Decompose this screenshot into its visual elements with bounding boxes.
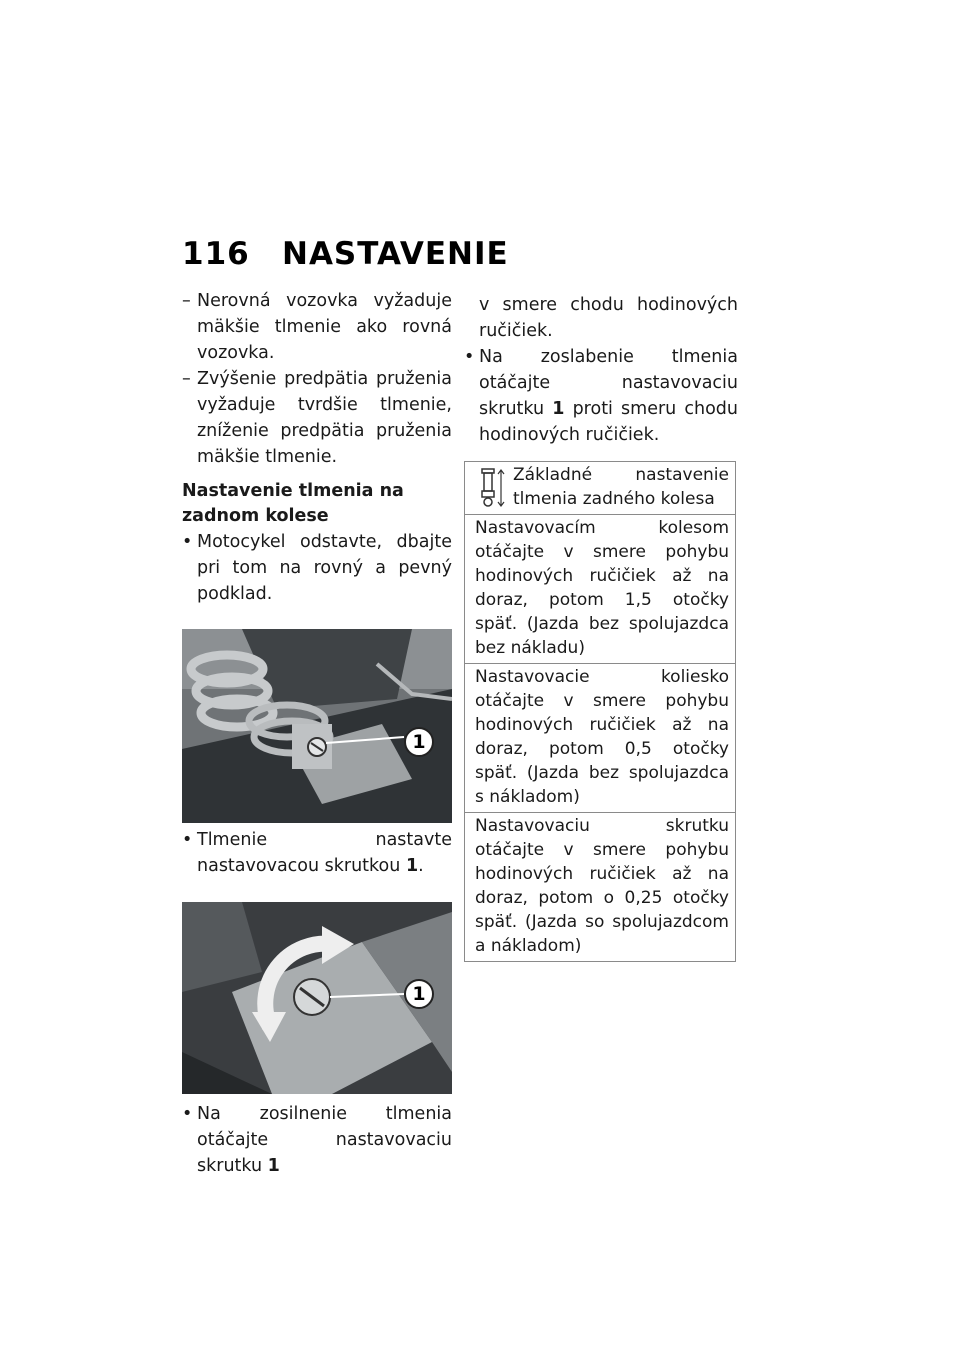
left-column: [182, 288, 452, 1179]
table-row: [465, 664, 736, 813]
right-column: [464, 292, 738, 962]
bullet-marker: •: [182, 1104, 193, 1124]
bullet-item: [464, 344, 738, 448]
spec-table-header: [465, 462, 736, 515]
bullet-item: [182, 1101, 452, 1179]
bullet-reference: 1: [405, 856, 419, 876]
rear-shock-photo: [182, 629, 452, 823]
bullet-text-end: .: [418, 856, 424, 876]
list-item: [182, 366, 452, 470]
dash-marker: –: [182, 291, 191, 311]
list-item-text: Nerovná vozovka vyžaduje mäkšie tlmenie ako rovná vozovka.: [197, 291, 452, 363]
bullet-reference: 1: [552, 399, 565, 419]
bullet-reference: 1: [267, 1156, 280, 1176]
list-item-text: Zvýšenie predpätia pruženia vyžaduje tvrdšie tlmenie, zníženie predpätia pruženia mäkšie tlmenie.: [197, 369, 452, 467]
table-row: [465, 515, 736, 664]
continued-text: [464, 292, 738, 344]
adjuster-photo: [182, 902, 452, 1094]
continued-text-line: v smere chodu hodinových ručičiek.: [479, 295, 738, 341]
callout-1: 1: [404, 979, 434, 1009]
section-heading: Nastavenie tlmenia na zadnom kolese: [182, 481, 404, 526]
bullet-text-end: proti smeru chodu hodinových ručičiek.: [479, 399, 738, 445]
table-cell: Nastavovaciu skrutku otáčajte v smere pohybu hodinových ručičiek až na doraz, potom o 0,25 otočky späť. (Jazda so spolujazdcom a nákladom): [465, 813, 736, 962]
table-cell: Nastavovacie koliesko otáčajte v smere pohybu hodinových ručičiek až na doraz, potom 0,5 otočky späť. (Jazda bez spolujazdca s nákladom): [465, 664, 736, 813]
spec-table-heading: [465, 462, 736, 515]
page-number: 116: [182, 236, 250, 272]
bullet-item: [182, 827, 452, 879]
page-title: NASTAVENIE: [282, 236, 509, 272]
bullet-marker: •: [182, 830, 193, 850]
bullet-text: Na zosilnenie tlmenia otáčajte nastavovaciu skrutku: [197, 1104, 452, 1176]
spec-heading-text: Základné nastavenie tlmenia zadného kolesa: [513, 465, 729, 509]
table-cell: Nastavovacím kolesom otáčajte v smere pohybu hodinových ručičiek až na doraz, potom 1,5 otočky späť. (Jazda bez spolujazdca bez nákladu): [465, 515, 736, 664]
bullet-marker: •: [182, 532, 193, 552]
shock-absorber-icon: [478, 468, 508, 508]
callout-1: 1: [404, 727, 434, 757]
rear-shock-illustration: [182, 629, 452, 823]
bullet-text: Na zoslabenie tlmenia otáčajte nastavovaciu skrutku: [479, 347, 738, 419]
bullet-text: Tlmenie nastavte nastavovacou skrutkou: [197, 830, 452, 876]
bullet-marker: •: [464, 347, 475, 367]
table-row: [465, 813, 736, 962]
bullet-item: [182, 529, 452, 607]
spec-table: [464, 461, 736, 962]
list-item: [182, 288, 452, 366]
bullet-text: Motocykel odstavte, dbajte pri tom na rovný a pevný podklad.: [197, 532, 452, 604]
dash-marker: –: [182, 369, 191, 389]
